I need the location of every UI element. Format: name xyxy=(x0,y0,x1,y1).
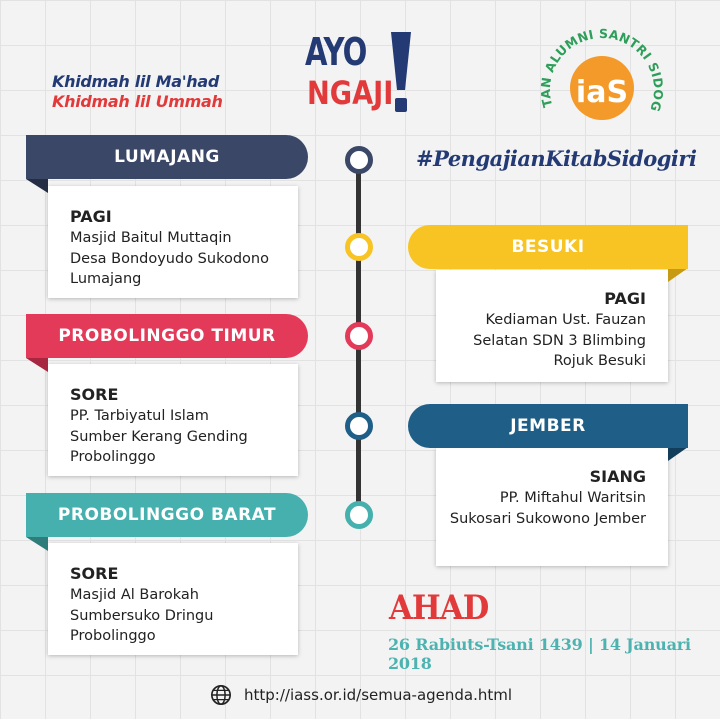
timeline-node-jember xyxy=(345,412,373,440)
event-time: PAGI xyxy=(70,207,112,226)
globe-icon xyxy=(210,684,232,706)
event-label-besuki: BESUKI xyxy=(408,225,688,269)
event-venue-line: PP. Tarbiyatul Islam xyxy=(70,408,209,424)
ayo-ngaji-logo xyxy=(305,28,425,118)
timeline-node-besuki xyxy=(345,233,373,261)
label-fold xyxy=(26,537,48,551)
event-venue-line: Probolinggo xyxy=(70,628,156,644)
event-date: 26 Rabiuts-Tsani 1439 | 14 Januari 2018 xyxy=(388,635,691,673)
event-label-probolinggo-timur: PROBOLINGGO TIMUR xyxy=(26,314,308,358)
event-venue-line: Sumbersuko Dringu xyxy=(70,607,214,624)
event-card-probolinggo-barat xyxy=(48,543,298,655)
timeline-node-probolinggo-barat xyxy=(345,501,373,529)
org-logo-text: iaS xyxy=(575,75,629,110)
event-venue-line: Rojuk Besuki xyxy=(553,353,646,369)
event-time: SORE xyxy=(70,385,119,404)
event-card-besuki xyxy=(436,270,668,382)
event-venue-line: Probolinggo xyxy=(70,449,156,465)
label-fold xyxy=(26,179,48,193)
timeline-node-lumajang xyxy=(345,146,373,174)
event-venue-line: Kediaman Ust. Fauzan xyxy=(485,312,646,328)
hashtag: #PengajianKitabSidogiri xyxy=(416,146,697,171)
event-venue-line: Masjid Al Barokah xyxy=(70,587,199,603)
org-name-text: TAN ALUMNI SANTRI SIDOG xyxy=(537,25,667,114)
ayo-text: AYO xyxy=(305,30,367,74)
event-card-jember xyxy=(436,448,668,566)
website-link[interactable]: http://iass.or.id/semua-agenda.html xyxy=(244,686,513,704)
slogan-line-2: Khidmah lil Ummah xyxy=(52,92,223,111)
event-venue-line: Lumajang xyxy=(70,271,142,287)
event-venue-line: PP. Miftahul Waritsin xyxy=(499,490,646,506)
event-venue-line: Selatan SDN 3 Blimbing xyxy=(473,332,646,349)
label-fold xyxy=(26,358,48,372)
event-venue-line: Sukosari Sukowono Jember xyxy=(449,510,646,527)
label-fold xyxy=(668,447,688,461)
website-footer xyxy=(210,684,512,706)
exclamation-icon xyxy=(387,28,415,116)
event-card-probolinggo-timur xyxy=(48,364,298,476)
label-fold xyxy=(668,268,688,282)
slogan xyxy=(52,72,223,112)
event-time: SIANG xyxy=(589,467,646,486)
event-venue-line: Sumber Kerang Gending xyxy=(70,428,248,445)
event-time: SORE xyxy=(70,564,119,583)
slogan-line-1: Khidmah lil Ma'had xyxy=(52,72,220,91)
ngaji-text: NGAJI xyxy=(307,74,394,112)
timeline-node-probolinggo-timur xyxy=(345,322,373,350)
event-label-lumajang: LUMAJANG xyxy=(26,135,308,179)
day-title: AHAD xyxy=(389,588,489,628)
event-venue-line: Masjid Baitul Muttaqin xyxy=(70,230,232,246)
iass-logo xyxy=(532,18,672,128)
event-label-jember: JEMBER xyxy=(408,404,688,448)
event-card-lumajang xyxy=(48,186,298,298)
event-label-probolinggo-barat: PROBOLINGGO BARAT xyxy=(26,493,308,537)
event-venue-line: Desa Bondoyudo Sukodono xyxy=(70,250,269,267)
event-time: PAGI xyxy=(604,289,646,308)
